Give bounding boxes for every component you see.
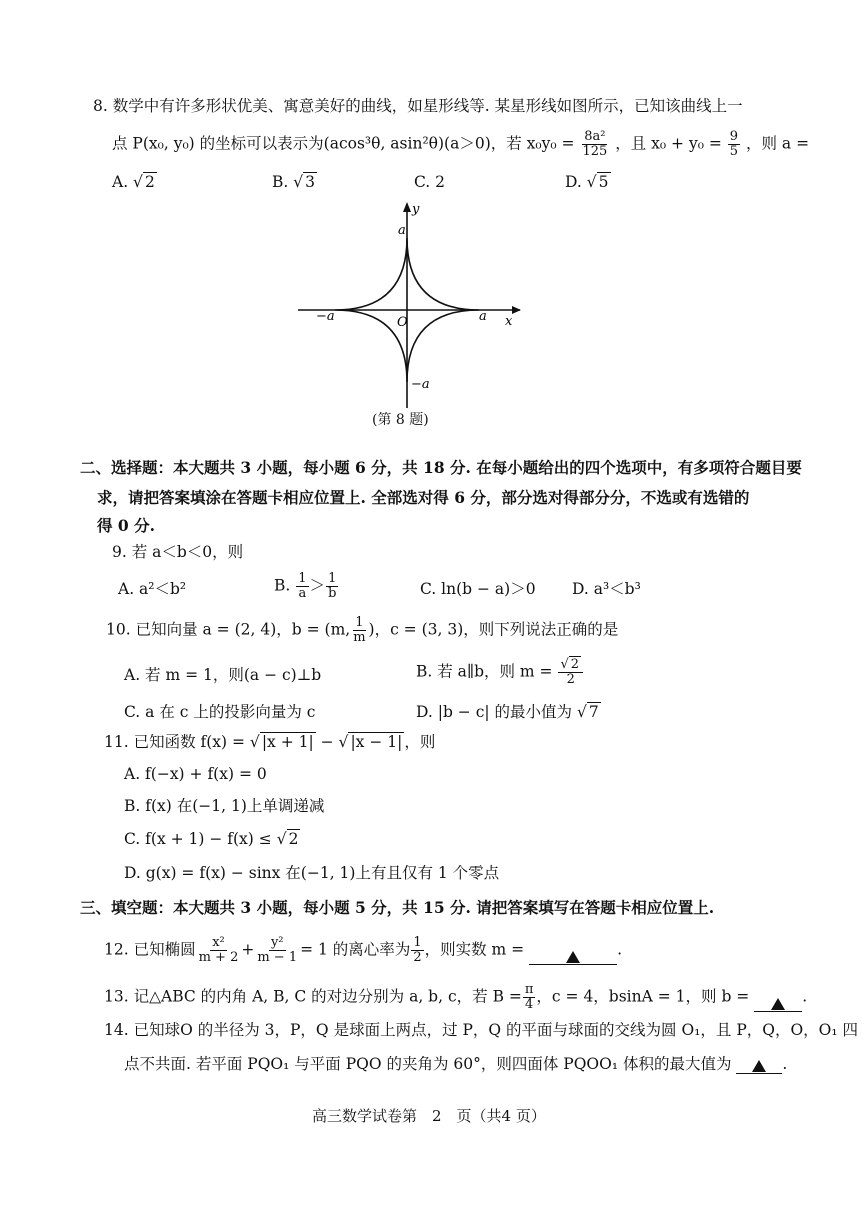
q13-line: 13. 记△ABC 的内角 A, B, C 的对边分别为 a, b, c，若 B = $\frac{\pi}{4}$ ，c = 4，bsinA = 1，则 b = . [104, 982, 808, 1012]
sec2-line3: 得 0 分. [97, 516, 155, 535]
x-axis-arrow [512, 306, 521, 314]
label-origin: O [397, 315, 408, 330]
q10-option-b: B. 若 a∥b，则 m = $\frac{√ 2}{2}$ [416, 658, 584, 687]
q11-option-c: C. f(x + 1) − f(x) ≤ √ 2 [124, 830, 299, 848]
q10-option-c: C. a 在 c 上的投影向量为 c [124, 703, 316, 721]
q11-option-d: D. g(x) = f(x) − sinx 在(−1, 1)上有且仅有 1 个零点 [124, 864, 500, 882]
q10-option-a: A. 若 m = 1，则(a − c)⊥b [124, 666, 322, 684]
q8-option-d: D. √ 5 [565, 173, 609, 191]
q8-option-a: A. √ 2 [112, 173, 155, 191]
triangle-icon [771, 998, 785, 1010]
q11-option-a: A. f(−x) + f(x) = 0 [124, 765, 267, 783]
triangle-icon [566, 951, 580, 963]
label-bottom-a: −a [411, 377, 430, 392]
q8-line1: 8. 数学中有许多形状优美、寓意美好的曲线，如星形线等. 某星形线如图所示，已知该曲线上一 [93, 97, 743, 115]
sec3-line1: 三、填空题：本大题共 3 小题，每小题 5 分，共 15 分. 请把答案填写在答题卡相应位置上. [80, 898, 715, 917]
sec2-line2: 求，请把答案填涂在答题卡相应位置上. 全部选对得 6 分，部分选对得部分分，不选或有选错的 [97, 488, 750, 507]
label-x: x [505, 314, 513, 329]
label-left-a: −a [316, 309, 335, 324]
q8-frac2: $\frac{9}{5}$ [729, 129, 739, 159]
q11-stem: 11. 已知函数 f(x) = √ |x + 1| − √ |x − 1| ，则 [104, 733, 436, 751]
y-axis-arrow [403, 202, 411, 212]
q12-answer-blank[interactable] [529, 946, 617, 965]
q10-option-d: D. |b − c| 的最小值为 √ 7 [416, 703, 599, 721]
q12-line: 12. 已知椭圆 $\frac{\text{x²}}{m + 2}$ + $\frac{\text{y²}}{m - 1}$ = 1 的离心率为 $\frac{1}{2}$ ，则实数 m = . [104, 935, 623, 965]
q14-line2: 点不共面. 若平面 PQO₁ 与平面 PQO 的夹角为 60°，则四面体 PQOO₁ 体积的最大值为 . [124, 1055, 788, 1073]
q9-option-c: C. ln(b − a)＞0 [420, 580, 536, 598]
astroid-figure [290, 198, 530, 413]
q14-answer-blank[interactable] [736, 1055, 782, 1074]
triangle-icon [752, 1060, 766, 1072]
q9-option-a: A. a²＜b² [118, 580, 187, 598]
label-y: y [412, 202, 420, 217]
page-footer: 高三数学试卷第 2 页（共4 页） [312, 1107, 546, 1125]
q9-option-b: B. $\frac{1}{a}$ ＞ $\frac{1}{b}$ [274, 571, 337, 601]
q8-caption: (第 8 题) [372, 412, 429, 428]
q8-option-c: C. 2 [414, 173, 446, 191]
q8-line2: 点 P(x₀, y₀) 的坐标可以表示为(acos³θ, asin²θ)(a＞0)，若 x₀y₀ = $\frac{\text{8a²}}{125}$ ，且 x₀ + y₀ = $\frac{9}{5}$ ，则 a = [112, 129, 810, 159]
q13-answer-blank[interactable] [754, 993, 802, 1012]
label-right-a: a [479, 309, 487, 324]
q9-stem: 9. 若 a＜b＜0，则 [112, 543, 244, 561]
q10-stem: 10. 已知向量 a = (2, 4)，b = (m, $\frac{1}{m}$ )，c = (3, 3)，则下列说法正确的是 [106, 615, 619, 645]
q8-option-b: B. √ 3 [272, 173, 316, 191]
label-top-a: a [398, 223, 406, 238]
sec2-line1: 二、选择题：本大题共 3 小题，每小题 6 分，共 18 分. 在每小题给出的四个选项中，有多项符合题目要 [80, 458, 802, 477]
q8-frac1: $\frac{\text{8a²}}{125}$ [582, 129, 608, 159]
q11-option-b: B. f(x) 在(−1, 1)上单调递减 [124, 797, 325, 815]
q14-line1: 14. 已知球O 的半径为 3，P，Q 是球面上两点，过 P，Q 的平面与球面的交线为圆 O₁，且 P，Q，O，O₁ 四 [104, 1021, 859, 1039]
q9-option-d: D. a³＜b³ [572, 580, 641, 598]
